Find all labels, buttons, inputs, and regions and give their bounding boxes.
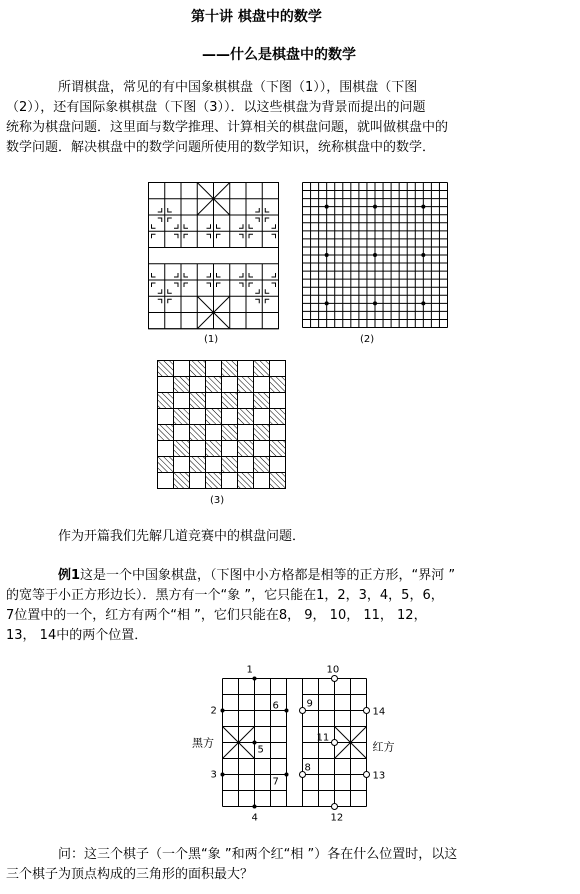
position-marker — [249, 283, 253, 287]
position-marker — [265, 218, 269, 222]
light-square — [206, 425, 222, 441]
intro-line: 所谓棋盘，常见的有中国象棋棋盘（下图（1）），围棋盘（下图 — [58, 80, 418, 95]
position-marker — [217, 234, 221, 238]
dark-square — [158, 393, 174, 409]
position-marker — [272, 273, 276, 277]
position-marker — [249, 224, 253, 228]
dark-square — [238, 473, 254, 489]
position-marker — [255, 218, 259, 222]
dark-square — [222, 361, 238, 377]
dark-square — [158, 425, 174, 441]
position-marker — [168, 218, 172, 222]
position-marker — [207, 224, 211, 228]
example-line: 的宽等于小正方形边长）．黑方有一个“象 ”，它只能在1，2，3，4，5，6， — [6, 588, 444, 603]
red-side-label: 红方 — [372, 740, 395, 754]
dark-square — [206, 409, 222, 425]
light-square — [190, 441, 206, 457]
star-point — [325, 253, 329, 257]
position-marker — [152, 234, 156, 238]
position-label: 1 — [246, 664, 253, 676]
lead-sentence: 作为开篇我们先解几道竞赛中的棋盘问题． — [58, 529, 306, 544]
position-marker — [207, 234, 211, 238]
page-subtitle: ——什么是棋盘中的数学 — [202, 47, 356, 63]
star-point — [421, 253, 425, 257]
position-label: 7 — [272, 776, 279, 788]
black-elephant-spot — [253, 741, 257, 745]
light-square — [206, 393, 222, 409]
black-elephant-spot — [253, 805, 257, 809]
position-marker — [239, 234, 243, 238]
dark-square — [174, 441, 190, 457]
star-point — [421, 301, 425, 305]
caption-3: (3) — [210, 495, 225, 506]
dark-square — [158, 361, 174, 377]
position-marker — [184, 283, 188, 287]
dark-square — [222, 425, 238, 441]
position-marker — [158, 208, 162, 212]
light-square — [254, 377, 270, 393]
light-square — [174, 425, 190, 441]
light-square — [158, 441, 174, 457]
dark-square — [270, 377, 286, 393]
light-square — [254, 441, 270, 457]
position-marker — [207, 273, 211, 277]
position-marker — [272, 224, 276, 228]
position-marker — [168, 289, 172, 293]
light-square — [270, 393, 286, 409]
position-label: 11 — [316, 732, 330, 744]
light-square — [270, 361, 286, 377]
light-square — [174, 457, 190, 473]
position-marker — [158, 299, 162, 303]
question — [6, 845, 578, 885]
position-marker — [184, 234, 188, 238]
light-square — [206, 361, 222, 377]
star-point — [325, 205, 329, 209]
red-minister-spot — [364, 708, 370, 714]
question-line: 问：这三个棋子（一个黑“象 ”和两个红“相 ”）各在什么位置时，以这 — [58, 847, 458, 862]
question-line: 三个棋子为顶点构成的三角形的面积最大？ — [6, 867, 254, 882]
position-marker — [265, 289, 269, 293]
example-board — [190, 660, 395, 824]
example-line: 7位置中的一个，红方有两个“相 ”，它们只能在8， 9， 10， 11， 12， — [6, 608, 427, 623]
position-marker — [168, 208, 172, 212]
light-square — [222, 441, 238, 457]
position-marker — [265, 208, 269, 212]
intro-paragraph — [6, 78, 578, 158]
light-square — [158, 377, 174, 393]
position-marker — [249, 234, 253, 238]
light-square — [190, 409, 206, 425]
dark-square — [254, 425, 270, 441]
dark-square — [206, 441, 222, 457]
position-marker — [255, 289, 259, 293]
position-label: 2 — [210, 705, 217, 717]
dark-square — [206, 377, 222, 393]
position-label: 10 — [326, 664, 340, 676]
red-minister-spot — [332, 676, 338, 682]
dark-square — [174, 377, 190, 393]
light-square — [238, 457, 254, 473]
position-marker — [184, 224, 188, 228]
position-marker — [239, 224, 243, 228]
position-marker — [174, 224, 178, 228]
red-minister-spot — [300, 708, 306, 714]
example-line: 13， 14中的两个位置． — [6, 628, 148, 643]
dark-square — [270, 473, 286, 489]
black-elephant-spot — [221, 709, 225, 713]
light-square — [254, 409, 270, 425]
light-square — [270, 425, 286, 441]
light-square — [190, 377, 206, 393]
example-1 — [6, 566, 578, 646]
position-label: 14 — [372, 706, 386, 718]
position-label: 8 — [304, 762, 311, 774]
position-marker — [255, 299, 259, 303]
black-side-label: 黑方 — [192, 736, 214, 750]
light-square — [238, 425, 254, 441]
red-minister-spot — [364, 772, 370, 778]
position-marker — [249, 273, 253, 277]
position-marker — [239, 273, 243, 277]
page-title: 第十讲 棋盘中的数学 — [191, 9, 322, 25]
dark-square — [238, 409, 254, 425]
star-point — [421, 205, 425, 209]
position-label: 9 — [306, 698, 313, 710]
black-elephant-spot — [285, 773, 289, 777]
light-square — [254, 473, 270, 489]
position-label: 12 — [330, 812, 344, 824]
dark-square — [238, 441, 254, 457]
light-square — [222, 409, 238, 425]
position-marker — [217, 224, 221, 228]
dark-square — [254, 457, 270, 473]
chinese-chess-board — [148, 182, 280, 328]
position-marker — [255, 208, 259, 212]
star-point — [373, 301, 377, 305]
light-square — [270, 457, 286, 473]
dark-square — [190, 457, 206, 473]
caption-2: (2) — [360, 334, 375, 345]
light-square — [222, 473, 238, 489]
intro-line: 统称为棋盘问题．这里面与数学推理、计算相关的棋盘问题，就叫做棋盘中的 — [6, 120, 449, 135]
position-marker — [217, 283, 221, 287]
light-square — [238, 361, 254, 377]
position-marker — [152, 273, 156, 277]
position-label: 13 — [372, 770, 386, 782]
dark-square — [254, 393, 270, 409]
light-square — [222, 377, 238, 393]
dark-square — [206, 473, 222, 489]
light-square — [238, 393, 254, 409]
dark-square — [174, 409, 190, 425]
position-marker — [265, 299, 269, 303]
position-marker — [168, 299, 172, 303]
dark-square — [190, 393, 206, 409]
go-board — [302, 182, 448, 328]
position-marker — [217, 273, 221, 277]
position-marker — [158, 289, 162, 293]
dark-square — [270, 441, 286, 457]
international-chess-board — [157, 360, 287, 490]
example-line: 这是一个中国象棋盘，（下图中小方格都是相等的正方形，“界河 ” — [80, 568, 456, 583]
red-minister-spot — [332, 740, 338, 746]
black-elephant-spot — [253, 677, 257, 681]
dark-square — [270, 409, 286, 425]
position-label: 4 — [251, 812, 258, 824]
light-square — [206, 457, 222, 473]
dark-square — [238, 377, 254, 393]
position-marker — [174, 273, 178, 277]
dark-square — [174, 473, 190, 489]
position-marker — [174, 283, 178, 287]
light-square — [190, 473, 206, 489]
dark-square — [158, 457, 174, 473]
red-minister-spot — [332, 804, 338, 810]
black-elephant-spot — [285, 709, 289, 713]
light-square — [158, 473, 174, 489]
caption-1: (1) — [204, 334, 219, 345]
position-marker — [158, 218, 162, 222]
black-elephant-spot — [221, 773, 225, 777]
light-square — [174, 361, 190, 377]
intro-line: 数学问题．解决棋盘中的数学问题所使用的数学知识，统称棋盘中的数学． — [6, 140, 436, 155]
position-marker — [184, 273, 188, 277]
dark-square — [254, 361, 270, 377]
position-label: 3 — [210, 769, 217, 781]
position-marker — [239, 283, 243, 287]
dark-square — [222, 457, 238, 473]
dark-square — [190, 361, 206, 377]
star-point — [373, 205, 377, 209]
star-point — [373, 253, 377, 257]
position-marker — [272, 283, 276, 287]
dark-square — [190, 425, 206, 441]
position-marker — [152, 283, 156, 287]
star-point — [325, 301, 329, 305]
light-square — [174, 393, 190, 409]
position-marker — [207, 283, 211, 287]
position-label: 5 — [257, 744, 264, 756]
position-marker — [272, 234, 276, 238]
example-label: 例1 — [58, 568, 81, 583]
dark-square — [222, 393, 238, 409]
position-marker — [174, 234, 178, 238]
intro-line: （2）），还有国际象棋棋盘（下图（3））．以这些棋盘为背景而提出的问题 — [6, 100, 426, 115]
position-marker — [152, 224, 156, 228]
position-label: 6 — [272, 700, 279, 712]
light-square — [158, 409, 174, 425]
